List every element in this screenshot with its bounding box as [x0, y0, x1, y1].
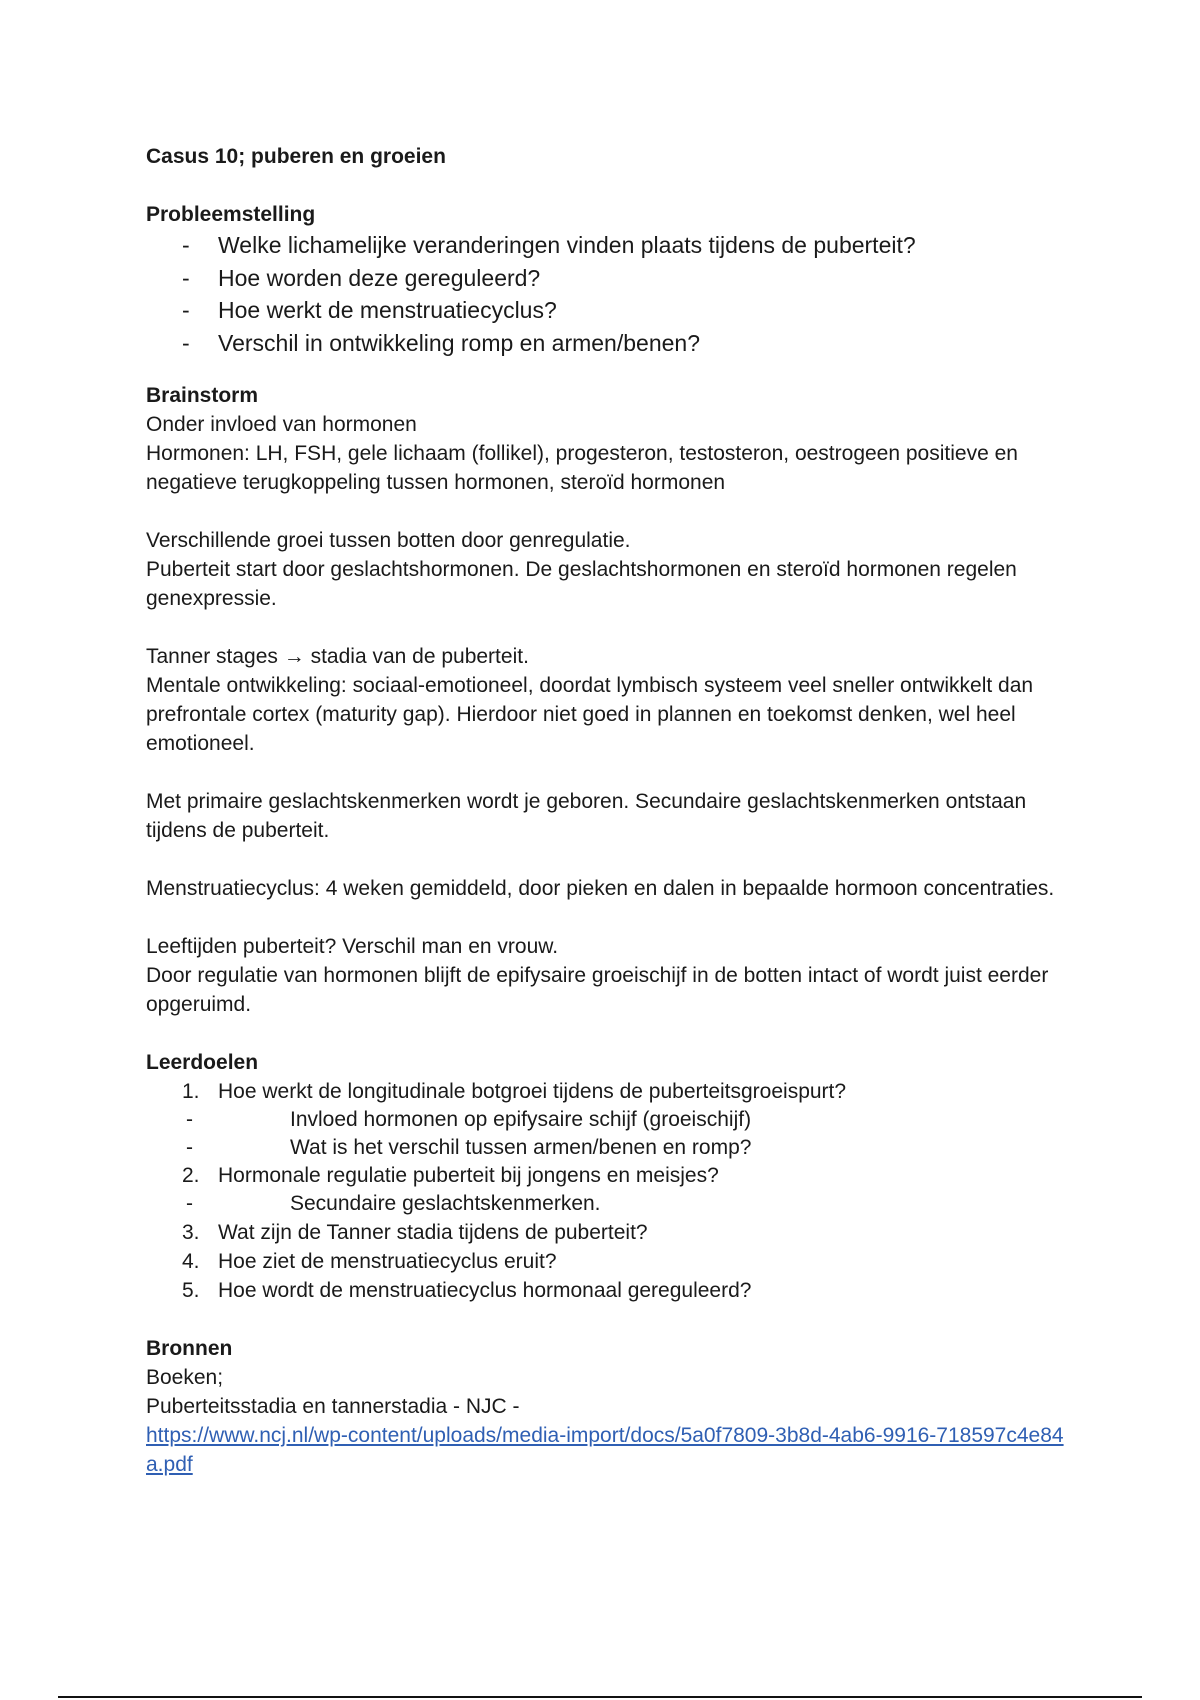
- sub-list-container: [146, 1190, 1076, 1218]
- document-page: [146, 142, 1076, 1479]
- list-item-text: Wat zijn de Tanner stadia tijdens de puberteit?: [218, 1220, 648, 1244]
- sub-list: [146, 1190, 1076, 1218]
- list-item: [146, 1247, 1076, 1276]
- list-item: [146, 1276, 1076, 1305]
- brainstorm-paragraph: Leeftijden puberteit? Verschil man en vrouw.: [146, 935, 559, 958]
- list-number: 5.: [182, 1278, 200, 1302]
- brainstorm-paragraph: Mentale ontwikkeling: sociaal-emotioneel, doordat lymbisch systeem veel sneller ontwikkelt dan prefrontale cortex (maturity gap). Hierdoor niet goed in plannen en toekomst denken, wel heel emotioneel.: [146, 674, 1034, 755]
- source-link[interactable]: https://www.ncj.nl/wp-content/uploads/media-import/docs/5a0f7809-3b8d-4ab6-9916-718597c4e84a.pdf: [146, 1423, 1064, 1476]
- heading-probleemstelling: Probleemstelling: [146, 203, 316, 226]
- sub-list-item: - Secundaire geslachtskenmerken.: [146, 1190, 1076, 1218]
- list-number: 2.: [182, 1164, 200, 1187]
- list-item-text: Hormonale regulatie puberteit bij jongens en meisjes?: [218, 1164, 719, 1187]
- brainstorm-paragraph: Menstruatiecyclus: 4 weken gemiddeld, door pieken en dalen in bepaalde hormoon concentraties.: [146, 877, 1055, 900]
- list-number: 1.: [182, 1080, 200, 1103]
- heading-leerdoelen: Leerdoelen: [146, 1051, 259, 1074]
- brainstorm-paragraph: Onder invloed van hormonen: [146, 413, 417, 436]
- list-number: 4.: [182, 1249, 200, 1273]
- brainstorm-paragraph: Door regulatie van hormonen blijft de epifysaire groeischijf in de botten intact of wordt juist eerder opgeruimd.: [146, 964, 1049, 1016]
- heading-bronnen: Bronnen: [146, 1336, 233, 1360]
- sub-list: [146, 1106, 1076, 1161]
- leerdoelen-list: [146, 1077, 1076, 1305]
- list-number: 3.: [182, 1220, 200, 1244]
- list-item: - Hoe werkt de menstruatiecyclus?: [146, 294, 1076, 327]
- list-item: - Hoe worden deze gereguleerd?: [146, 262, 1076, 295]
- list-item: - Verschil in ontwikkeling romp en armen/benen?: [146, 327, 1076, 360]
- sub-list-item: - Invloed hormonen op epifysaire schijf (groeischijf): [146, 1106, 1076, 1134]
- heading-brainstorm: Brainstorm: [146, 384, 259, 407]
- list-item: [146, 1161, 1076, 1190]
- list-item: - Welke lichamelijke veranderingen vinden plaats tijdens de puberteit?: [146, 229, 1076, 262]
- bronnen-line: Puberteitsstadia en tannerstadia - NJC -: [146, 1394, 520, 1418]
- document-title: Casus 10; puberen en groeien: [146, 145, 446, 168]
- list-item: [146, 1077, 1076, 1106]
- list-item: [146, 1218, 1076, 1247]
- brainstorm-paragraph: Hormonen: LH, FSH, gele lichaam (follikel), progesteron, testosteron, oestrogeen positieve en negatieve terugkoppeling tussen hormonen, steroïd hormonen: [146, 442, 1018, 494]
- sub-list-container: [146, 1106, 1076, 1161]
- probleemstelling-list: [146, 229, 1076, 359]
- sub-list-item: - Wat is het verschil tussen armen/benen en romp?: [146, 1134, 1076, 1162]
- brainstorm-paragraph: Tanner stages → stadia van de puberteit.: [146, 645, 529, 668]
- brainstorm-paragraph: Verschillende groei tussen botten door genregulatie.: [146, 529, 631, 552]
- footer-divider: [58, 1696, 1142, 1698]
- bronnen-line: Boeken;: [146, 1365, 224, 1389]
- brainstorm-paragraph: Met primaire geslachtskenmerken wordt je geboren. Secundaire geslachtskenmerken ontstaan tijdens de puberteit.: [146, 790, 1027, 842]
- brainstorm-paragraph: Puberteit start door geslachtshormonen. De geslachtshormonen en steroïd hormonen regelen genexpressie.: [146, 558, 1017, 610]
- list-item-text: Hoe ziet de menstruatiecyclus eruit?: [218, 1249, 557, 1273]
- list-item-text: Hoe wordt de menstruatiecyclus hormonaal gereguleerd?: [218, 1278, 752, 1302]
- list-item-text: Hoe werkt de longitudinale botgroei tijdens de puberteitsgroeispurt?: [218, 1080, 847, 1103]
